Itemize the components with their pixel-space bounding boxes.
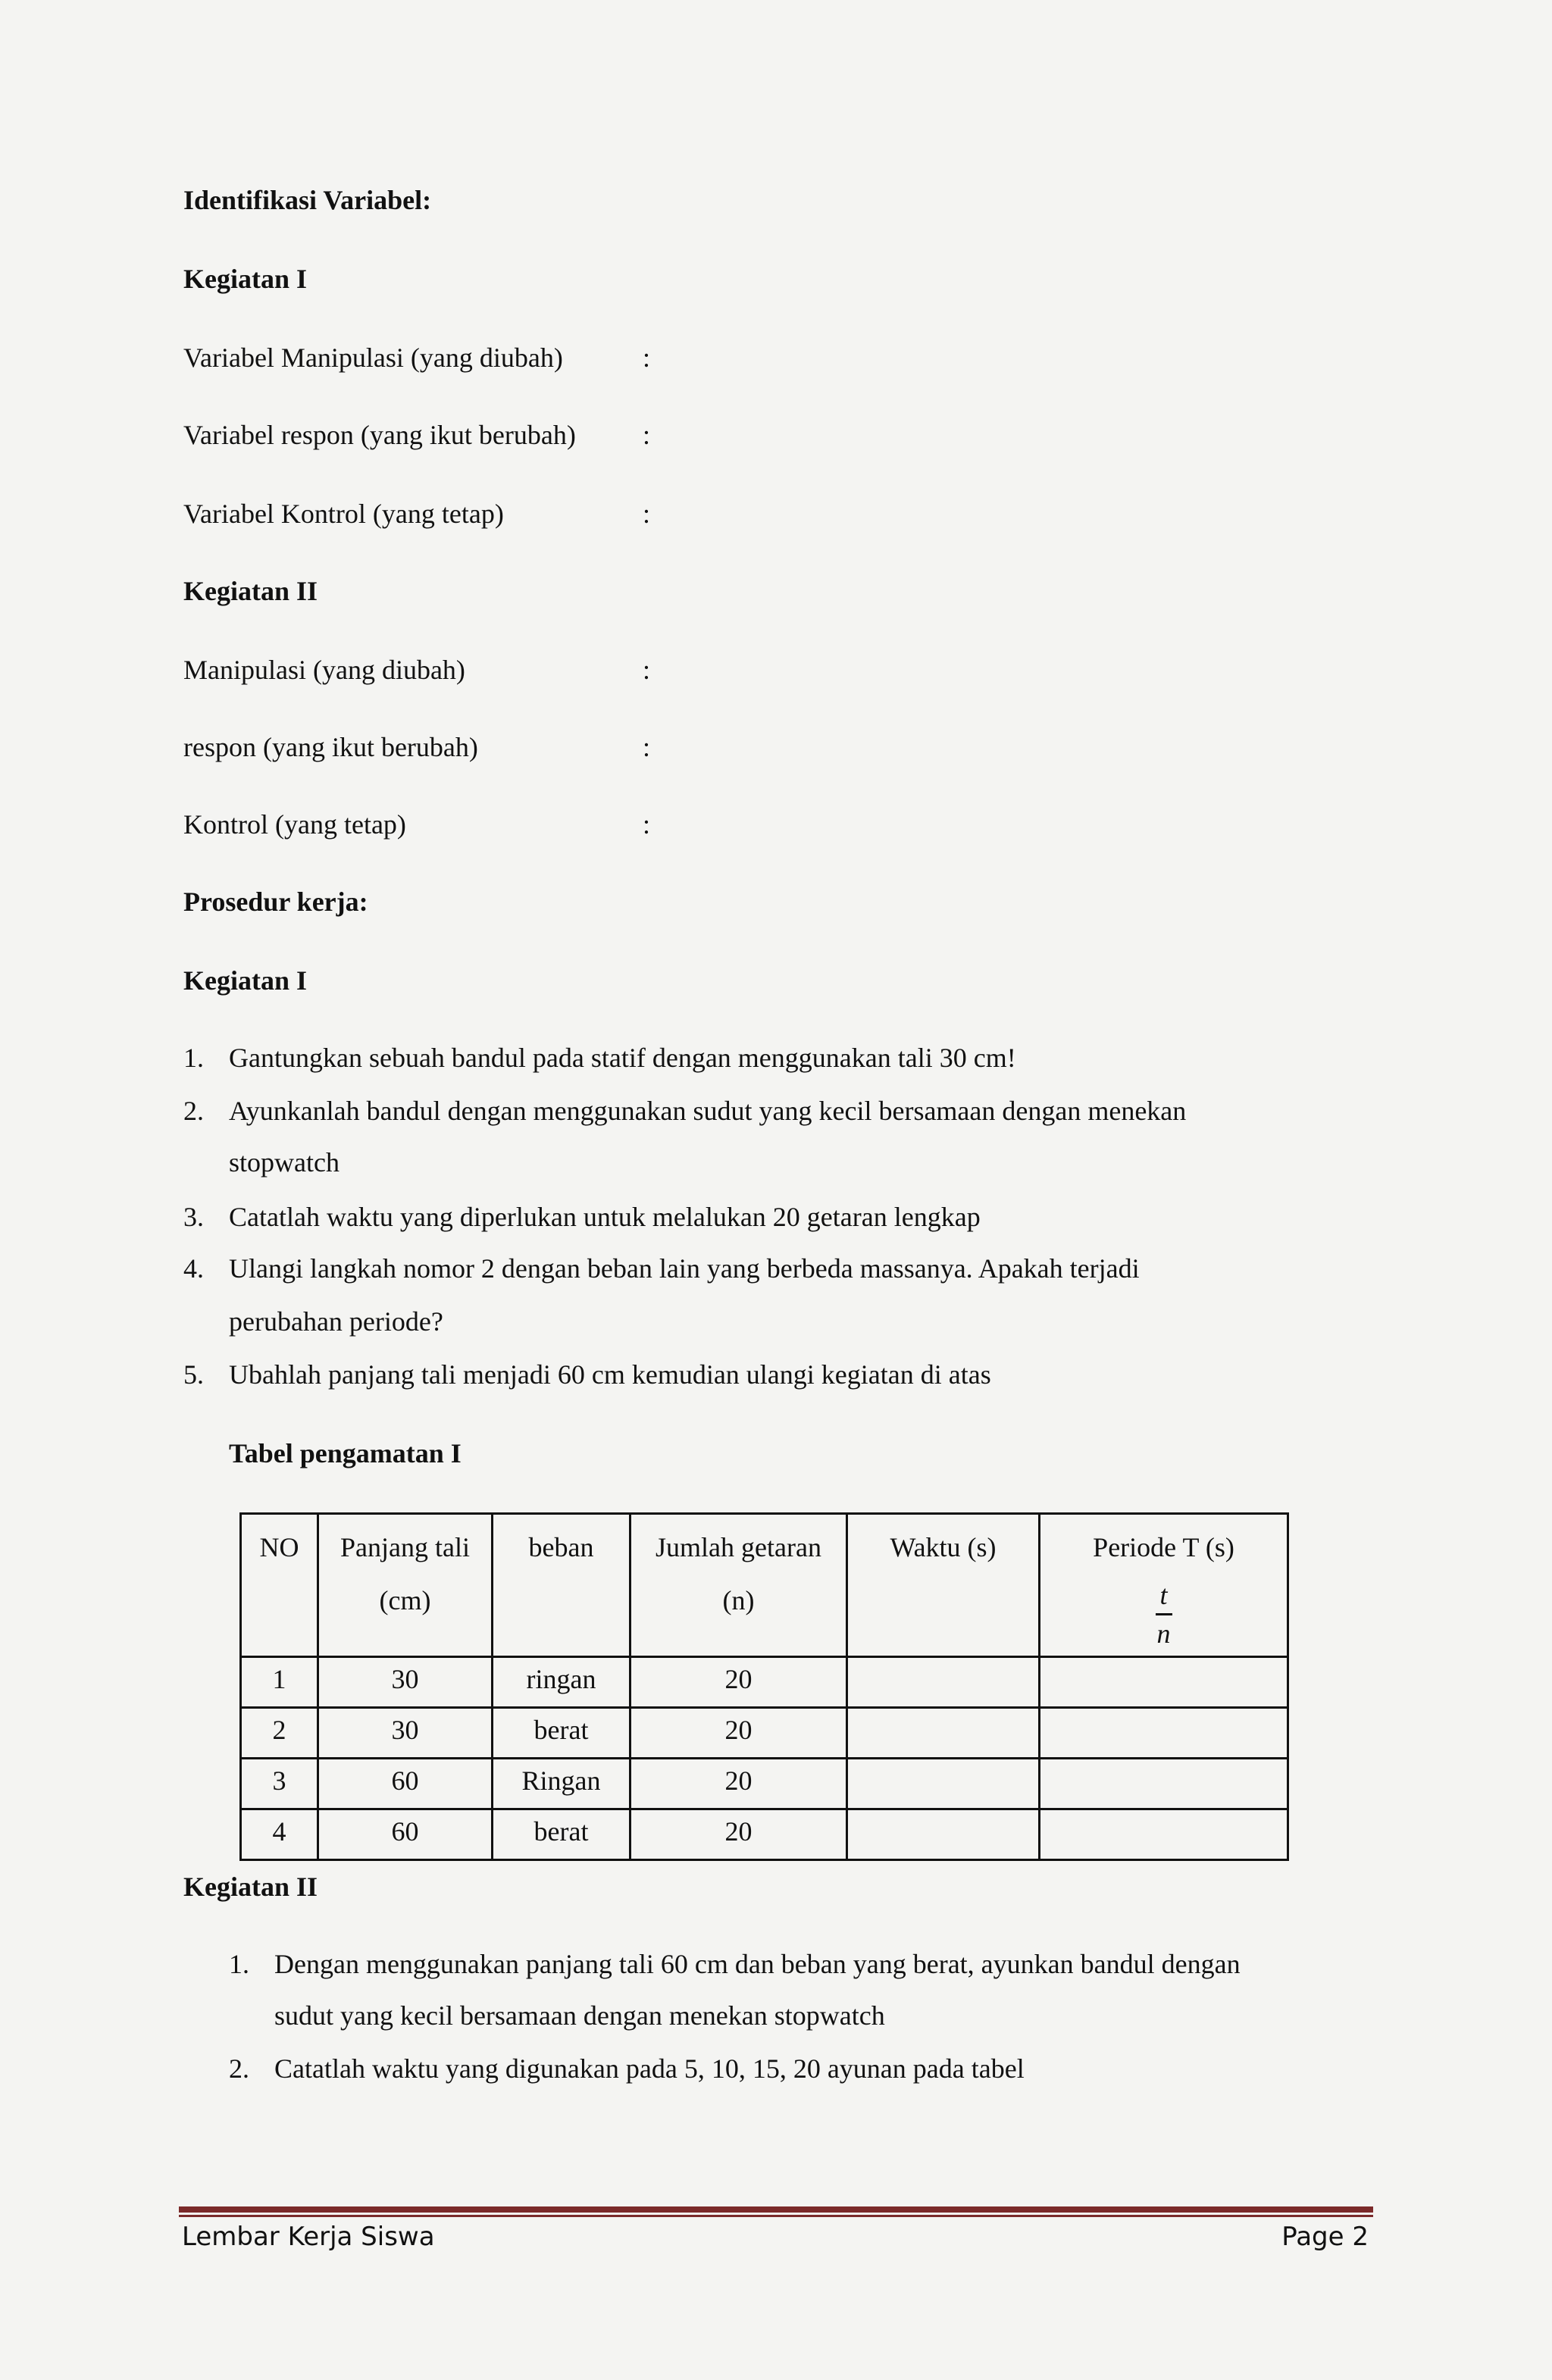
table-cell: berat [493,1809,630,1860]
column-header-jumlah-getaran: Jumlah getaran (n) [630,1514,847,1657]
period-fraction: $\frac{t}{n}$ [1156,1580,1171,1649]
list-text: Ubahlah panjang tali menjadi 60 cm kemudian ulangi kegiatan di atas [229,1359,991,1390]
variable-row [183,730,865,764]
subheading-kegiatan-1: Kegiatan I [183,965,308,996]
variable-colon: : [643,499,651,529]
table-cell: 30 [318,1657,493,1708]
variable-colon: : [643,732,651,762]
variable-label: Variabel Manipulasi (yang diubah) [183,342,563,373]
table-cell: 20 [630,1809,847,1860]
table-cell [847,1809,1040,1860]
table-row [241,1708,1288,1759]
variable-row [183,418,865,452]
list-number: 1. [183,1043,204,1073]
table-cell [1040,1657,1288,1708]
variable-colon: : [643,655,651,685]
variable-row [183,497,865,530]
section-heading-identifikasi: Identifikasi Variabel: [183,185,432,215]
variable-row [183,808,865,841]
footer-rule-thin [179,2215,1373,2217]
list-number: 4. [183,1253,204,1284]
table-cell [1040,1759,1288,1809]
list-text: Ayunkanlah bandul dengan menggunakan sudut yang kecil bersamaan dengan menekan [229,1096,1187,1126]
page-number: Page 2 [1281,2222,1369,2252]
column-header-periode: Periode T (s) $\frac{t}{n}$ [1040,1514,1288,1657]
list-number: 2. [229,2053,249,2084]
table-row [241,1759,1288,1809]
table-row [241,1809,1288,1860]
list-text: Dengan menggunakan panjang tali 60 cm dan beban yang berat, ayunkan bandul dengan [274,1949,1241,1979]
variable-colon: : [643,342,651,373]
list-number: 3. [183,1202,204,1232]
table-title: Tabel pengamatan I [229,1438,462,1468]
list-text-continued: perubahan periode? [229,1306,443,1337]
table-cell: 20 [630,1708,847,1759]
table-header-row [241,1514,1288,1657]
table-cell [1040,1708,1288,1759]
list-text: Ulangi langkah nomor 2 dengan beban lain yang berbeda massanya. Apakah terjadi [229,1253,1140,1284]
table-row [241,1657,1288,1708]
list-number: 2. [183,1096,204,1126]
table-cell: berat [493,1708,630,1759]
list-text: Catatlah waktu yang diperlukan untuk melalukan 20 getaran lengkap [229,1202,981,1232]
subheading-kegiatan-2: Kegiatan II [183,1872,318,1902]
section-heading-prosedur: Prosedur kerja: [183,887,368,917]
table-cell [847,1657,1040,1708]
column-header-no: NO [241,1514,318,1657]
variable-label: Variabel respon (yang ikut berubah) [183,420,576,450]
subheading-kegiatan-1: Kegiatan I [183,264,308,294]
table-cell: 4 [241,1809,318,1860]
variable-label: Kontrol (yang tetap) [183,809,406,840]
variable-label: Manipulasi (yang diubah) [183,655,465,685]
column-header-panjang-tali: Panjang tali (cm) [318,1514,493,1657]
list-text-continued: sudut yang kecil bersamaan dengan menekan stopwatch [274,2000,885,2031]
variable-colon: : [643,809,651,840]
variable-colon: : [643,420,651,450]
table-cell: 20 [630,1657,847,1708]
table-cell: 2 [241,1708,318,1759]
column-header-waktu: Waktu (s) [847,1514,1040,1657]
table-cell: 30 [318,1708,493,1759]
list-number: 5. [183,1359,204,1390]
table-cell [1040,1809,1288,1860]
table-cell: 60 [318,1759,493,1809]
list-text: Catatlah waktu yang digunakan pada 5, 10, 15, 20 ayunan pada tabel [274,2053,1025,2084]
list-text-continued: stopwatch [229,1147,340,1177]
footer-title: Lembar Kerja Siswa [182,2222,435,2252]
table-cell: Ringan [493,1759,630,1809]
observation-table [239,1512,1289,1861]
table-cell: 20 [630,1759,847,1809]
variable-label: respon (yang ikut berubah) [183,732,478,762]
footer-rule [179,2206,1373,2213]
list-text: Gantungkan sebuah bandul pada statif dengan menggunakan tali 30 cm! [229,1043,1016,1073]
list-number: 1. [229,1949,249,1979]
variable-label: Variabel Kontrol (yang tetap) [183,499,504,529]
variable-row [183,653,865,686]
table-cell: 3 [241,1759,318,1809]
table-cell: 60 [318,1809,493,1860]
table-cell: ringan [493,1657,630,1708]
table-cell [847,1708,1040,1759]
table-cell [847,1759,1040,1809]
column-header-beban: beban [493,1514,630,1657]
table-cell: 1 [241,1657,318,1708]
subheading-kegiatan-2: Kegiatan II [183,576,318,606]
variable-row [183,341,865,374]
